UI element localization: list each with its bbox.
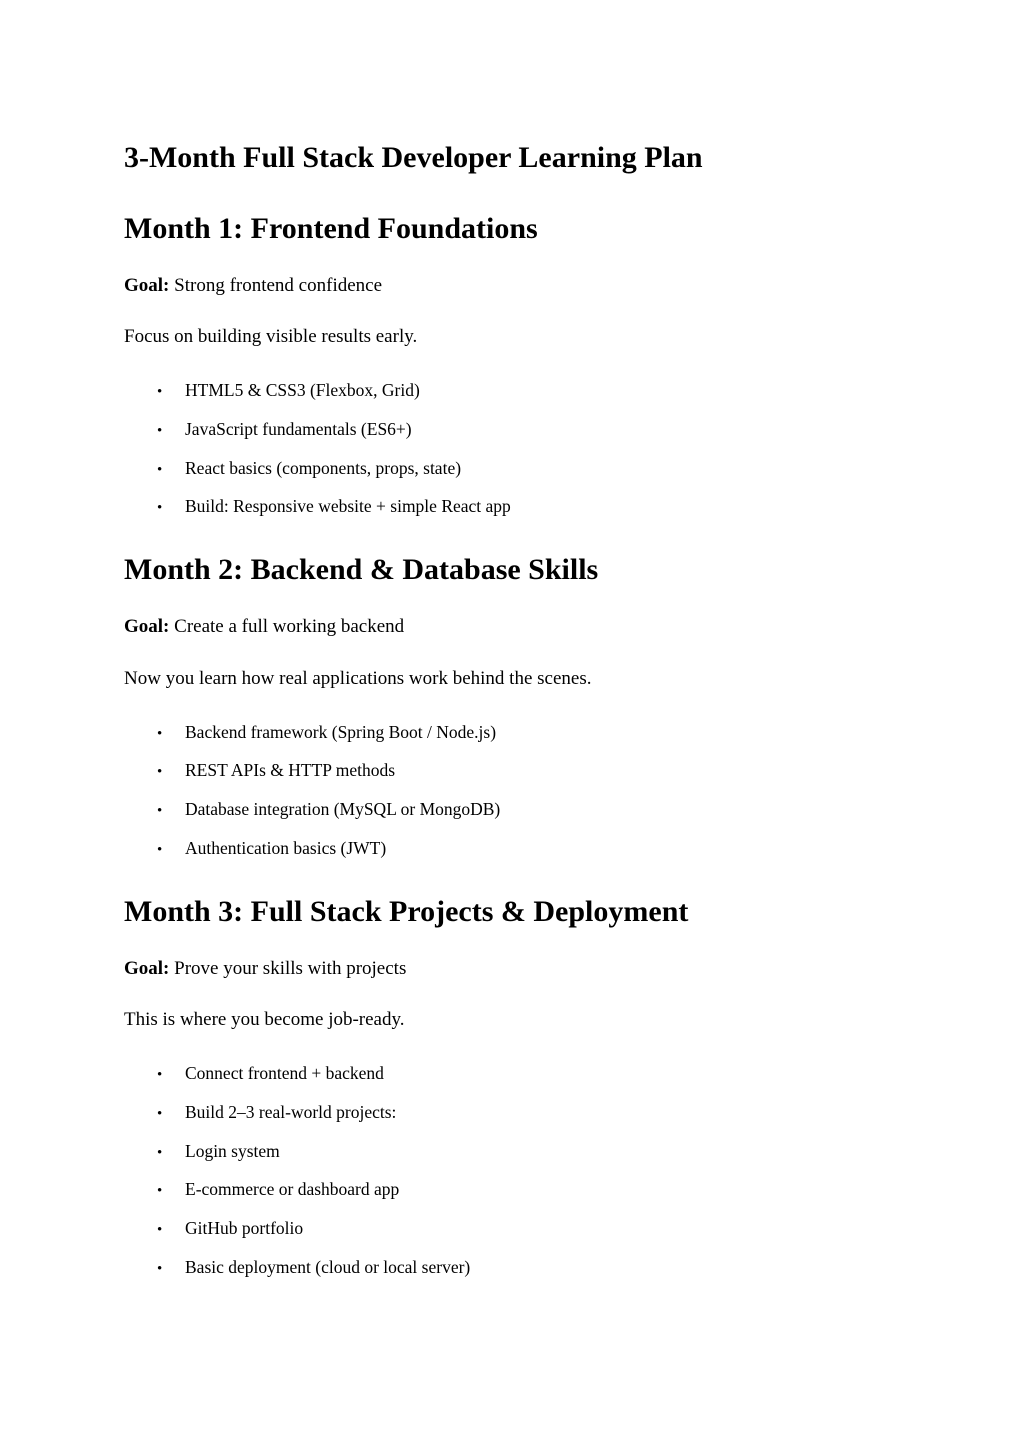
list-item: • Build: Responsive website + simple React app	[157, 495, 511, 519]
month-3-intro: This is where you become job-ready.	[124, 1009, 405, 1030]
goal-text: Create a full working backend	[174, 616, 405, 637]
goal-text: Prove your skills with projects	[174, 958, 407, 979]
bullet-icon: •	[157, 726, 163, 742]
bullet-icon: •	[157, 1183, 163, 1199]
bullet-icon: •	[157, 842, 163, 858]
list-item: • HTML5 & CSS3 (Flexbox, Grid)	[157, 379, 420, 403]
month-1-heading: Month 1: Frontend Foundations	[124, 212, 538, 245]
month-2-heading: Month 2: Backend & Database Skills	[124, 553, 599, 586]
list-item: • Login system	[157, 1140, 280, 1164]
bullet-icon: •	[157, 384, 163, 400]
list-item: • Backend framework (Spring Boot / Node.js)	[157, 721, 496, 745]
bullet-icon: •	[157, 1067, 163, 1083]
bullet-icon: •	[157, 462, 163, 478]
list-item: • Build 2–3 real-world projects:	[157, 1101, 396, 1125]
list-item: • Basic deployment (cloud or local server)	[157, 1256, 470, 1280]
month-3-goal	[124, 957, 406, 981]
month-1-goal	[124, 274, 382, 298]
goal-label: Goal:	[124, 958, 170, 979]
document-title: 3-Month Full Stack Developer Learning Plan	[124, 141, 703, 174]
bullet-icon: •	[157, 803, 163, 819]
bullet-icon: •	[157, 1261, 163, 1277]
bullet-icon: •	[157, 1145, 163, 1161]
list-item: • JavaScript fundamentals (ES6+)	[157, 418, 412, 442]
list-item: • React basics (components, props, state)	[157, 457, 461, 481]
month-1-intro: Focus on building visible results early.	[124, 326, 418, 347]
month-2-goal	[124, 615, 404, 639]
list-item: • Connect frontend + backend	[157, 1062, 384, 1086]
goal-label: Goal:	[124, 275, 170, 296]
bullet-icon: •	[157, 764, 163, 780]
bullet-icon: •	[157, 1106, 163, 1122]
bullet-icon: •	[157, 500, 163, 516]
bullet-icon: •	[157, 423, 163, 439]
month-2-intro: Now you learn how real applications work behind the scenes.	[124, 668, 592, 689]
list-item: • REST APIs & HTTP methods	[157, 759, 395, 783]
list-item: • GitHub portfolio	[157, 1217, 303, 1241]
list-item: • Database integration (MySQL or MongoDB)	[157, 798, 500, 822]
list-item: • Authentication basics (JWT)	[157, 837, 386, 861]
bullet-icon: •	[157, 1222, 163, 1238]
month-3-heading: Month 3: Full Stack Projects & Deployment	[124, 895, 689, 928]
list-item: • E-commerce or dashboard app	[157, 1178, 399, 1202]
goal-label: Goal:	[124, 616, 170, 637]
goal-text: Strong frontend confidence	[174, 275, 383, 296]
